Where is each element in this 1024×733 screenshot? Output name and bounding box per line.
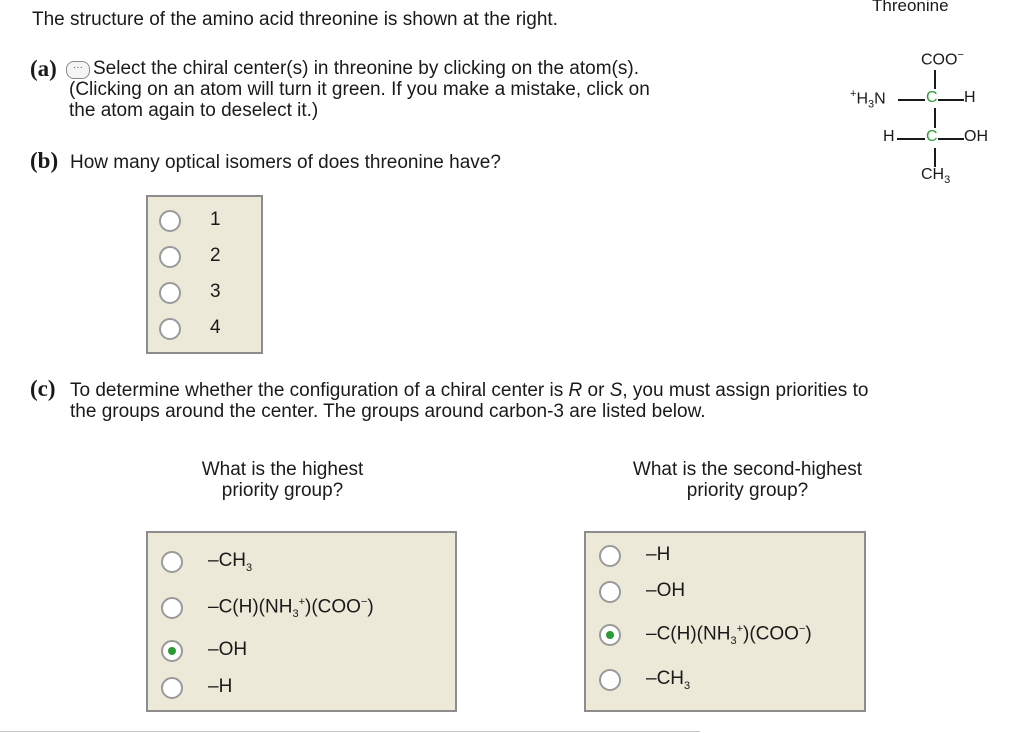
second-option-h: –H <box>646 544 671 565</box>
second-option-oh: –OH <box>646 580 686 601</box>
part-a-text <box>69 58 650 121</box>
second-option-c-h-nh3-coo: $-C(H)(NH_3^+)(COO^-)$ <box>646 623 812 648</box>
h-atom-left[interactable]: H <box>883 128 895 145</box>
nh3-sub: 3 <box>868 98 875 111</box>
bond-h-c3 <box>897 138 925 140</box>
part-a-line3: the atom again to deselect it.) <box>69 100 319 121</box>
second-priority-box <box>584 531 866 712</box>
nh3-plus: + <box>850 88 857 100</box>
isomer-option-label: 3 <box>210 281 221 302</box>
s-label: S <box>609 380 623 401</box>
part-b-question: How many optical isomers of does threonine have? <box>70 152 501 173</box>
isomer-option-label: 2 <box>210 245 221 266</box>
part-c-line1-post: , you must assign priorities to <box>622 380 869 401</box>
second-q-line1: What is the second-highest <box>632 459 863 480</box>
bond-c2-c3 <box>934 108 936 128</box>
isomer-radio-1[interactable] <box>159 210 181 232</box>
oh-group[interactable]: OH <box>964 128 988 145</box>
highest-q-line2: priority group? <box>221 480 344 501</box>
intro-text: The structure of the amino acid threonine is shown at the right. <box>32 9 558 30</box>
carbon-2-atom[interactable]: C <box>926 89 938 106</box>
h-atom-right[interactable]: H <box>964 89 976 106</box>
highest-option-ch3: $-CH_3$ <box>208 550 253 574</box>
ch3-group[interactable] <box>921 166 950 186</box>
molecule-title: Threonine <box>872 0 949 15</box>
nh3-n: N <box>874 90 886 108</box>
second-priority-question <box>605 459 890 501</box>
coo-charge: − <box>957 49 964 61</box>
bottom-divider <box>0 731 700 732</box>
highest-radio-oh[interactable] <box>161 640 183 662</box>
bond-coo-c2 <box>934 70 936 89</box>
part-c-line1 <box>70 380 868 401</box>
bond-n-c2 <box>898 99 925 101</box>
highest-priority-box <box>146 531 457 712</box>
chat-bubble-icon[interactable]: ··· <box>66 61 90 79</box>
part-c-line2: the groups around the center. The groups around carbon-3 are listed below. <box>70 401 706 422</box>
highest-option-h: –H <box>208 676 233 697</box>
second-q-line2: priority group? <box>686 480 809 501</box>
highest-radio-h[interactable] <box>161 677 183 699</box>
highest-option-oh: –OH <box>208 639 248 660</box>
second-radio-oh[interactable] <box>599 581 621 603</box>
second-option-ch3: $-CH_3$ <box>646 668 691 692</box>
highest-priority-question <box>160 459 405 501</box>
isomer-option-label: 4 <box>210 317 221 338</box>
coo-group[interactable] <box>921 49 964 69</box>
bond-c3-oh <box>938 138 964 140</box>
isomer-option-label: 1 <box>210 209 221 230</box>
part-a-line1: Select the chiral center(s) in threonine by clicking on the atom(s). <box>93 58 639 79</box>
or-label: or <box>582 380 610 401</box>
part-b-letter: (b) <box>30 148 59 173</box>
coo-label: COO <box>921 51 958 69</box>
isomer-radio-3[interactable] <box>159 282 181 304</box>
r-label: R <box>568 380 583 401</box>
part-a-letter: (a) <box>30 56 57 81</box>
highest-radio-c-h-nh3-coo[interactable] <box>161 597 183 619</box>
isomer-radio-2[interactable] <box>159 246 181 268</box>
carbon-3-atom[interactable]: C <box>926 128 938 145</box>
second-radio-h[interactable] <box>599 545 621 567</box>
highest-option-c-h-nh3-coo: $-C(H)(NH_3^+)(COO^-)$ <box>208 596 374 621</box>
bond-c3-ch3 <box>934 148 936 167</box>
highest-q-line1: What is the highest <box>201 459 364 480</box>
highest-radio-ch3[interactable] <box>161 551 183 573</box>
ch3-label: CH <box>921 166 945 183</box>
nh3-group[interactable] <box>850 88 886 111</box>
isomer-options-box <box>146 195 263 354</box>
bond-c2-h <box>938 99 964 101</box>
part-c-line1-pre: To determine whether the configuration of a chiral center is <box>70 380 569 401</box>
nh3-h: H <box>856 90 868 108</box>
part-a-line2: (Clicking on an atom will turn it green. If you make a mistake, click on <box>69 79 650 100</box>
ch3-sub: 3 <box>944 174 951 187</box>
second-radio-c-h-nh3-coo[interactable] <box>599 624 621 646</box>
part-c-text <box>70 380 868 422</box>
second-radio-ch3[interactable] <box>599 669 621 691</box>
isomer-radio-4[interactable] <box>159 318 181 340</box>
part-c-letter: (c) <box>30 376 56 401</box>
